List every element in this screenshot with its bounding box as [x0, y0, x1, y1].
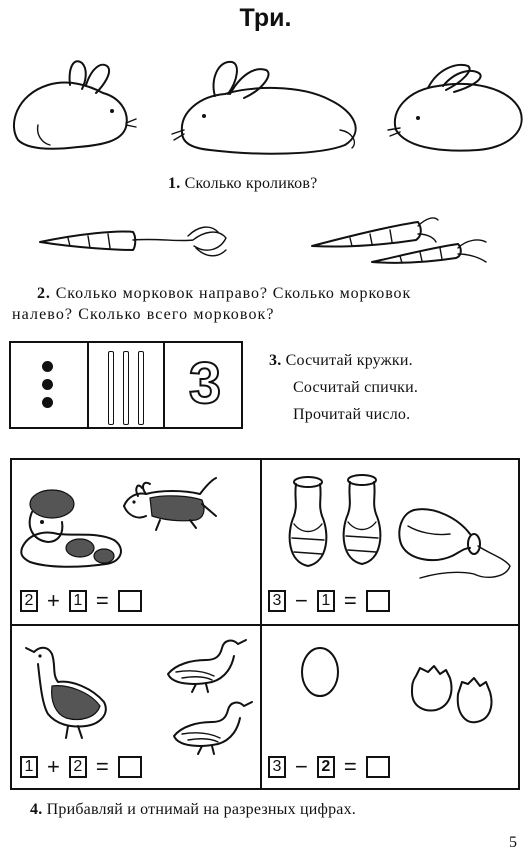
- egg-icon: [452, 670, 496, 726]
- question-text-line2: налево? Сколько всего морковок?: [12, 306, 275, 323]
- question-text: Сколько кроликов?: [184, 175, 318, 192]
- question-number: 3.: [269, 352, 282, 369]
- operand-a: 1: [20, 756, 38, 778]
- question-text: Прибавляй и отнимай на разрезных цифрах.: [46, 801, 356, 818]
- question-3: [269, 352, 413, 370]
- rabbit-icon: [170, 50, 370, 160]
- matchstick-icon: [138, 351, 144, 425]
- operator-sign: +: [47, 588, 60, 613]
- hen-icon: [16, 642, 116, 742]
- operator-sign: +: [47, 754, 60, 779]
- question-1: [168, 175, 317, 193]
- carrot-icon: [370, 236, 490, 268]
- egg-icon: [298, 644, 342, 700]
- jug-icon: [394, 504, 514, 584]
- question-text-line3: Прочитай число.: [293, 406, 411, 423]
- operand-b: 1: [317, 590, 335, 612]
- hen-icon: [162, 632, 252, 692]
- dog-icon: [18, 482, 128, 572]
- matchstick-icon: [108, 351, 114, 425]
- operand-b: 1: [69, 590, 87, 612]
- exercise-grid: [10, 458, 520, 790]
- question-4: [30, 801, 356, 819]
- egg-icon: [406, 658, 456, 714]
- hen-icon: [168, 694, 258, 754]
- equals-sign: =: [343, 588, 357, 613]
- jug-icon: [284, 474, 332, 570]
- question-text-line2: Сосчитай спички.: [293, 379, 419, 396]
- operand-b: 2: [69, 756, 87, 778]
- card-digit: 3: [188, 351, 222, 416]
- dot-icon: [42, 361, 53, 372]
- question-number: 2.: [37, 285, 51, 302]
- question-text-line1: Сколько морковок направо? Сколько морковок: [55, 285, 412, 302]
- jug-icon: [338, 472, 386, 568]
- operand-b: 2: [317, 756, 335, 778]
- equals-sign: =: [95, 588, 109, 613]
- equation-jugs: [268, 590, 390, 612]
- counting-card: [9, 341, 243, 429]
- answer-box[interactable]: [366, 590, 390, 612]
- page-number: 5: [509, 834, 517, 851]
- operator-sign: −: [295, 588, 308, 613]
- card-divider: [163, 343, 165, 427]
- equation-hens: [20, 756, 142, 778]
- dot-icon: [42, 379, 53, 390]
- answer-box[interactable]: [118, 756, 142, 778]
- operand-a: 3: [268, 590, 286, 612]
- equals-sign: =: [95, 754, 109, 779]
- equals-sign: =: [343, 754, 357, 779]
- operator-sign: −: [295, 754, 308, 779]
- matchstick-icon: [123, 351, 129, 425]
- operand-a: 3: [268, 756, 286, 778]
- question-2: [37, 285, 517, 303]
- answer-box[interactable]: [366, 756, 390, 778]
- answer-box[interactable]: [118, 590, 142, 612]
- card-divider: [87, 343, 89, 427]
- cat-icon: [120, 476, 220, 532]
- question-number: 4.: [30, 801, 43, 818]
- question-text-line1: Сосчитай кружки.: [285, 352, 413, 369]
- equation-eggs: [268, 756, 390, 778]
- carrot-icon: [38, 224, 228, 264]
- dot-icon: [42, 397, 53, 408]
- question-number: 1.: [168, 175, 181, 192]
- page-title: Три.: [239, 4, 292, 32]
- rabbit-icon: [388, 60, 528, 155]
- equation-dogs-cats: [20, 590, 142, 612]
- rabbit-icon: [8, 55, 138, 155]
- operand-a: 2: [20, 590, 38, 612]
- grid-divider-horizontal: [12, 624, 518, 626]
